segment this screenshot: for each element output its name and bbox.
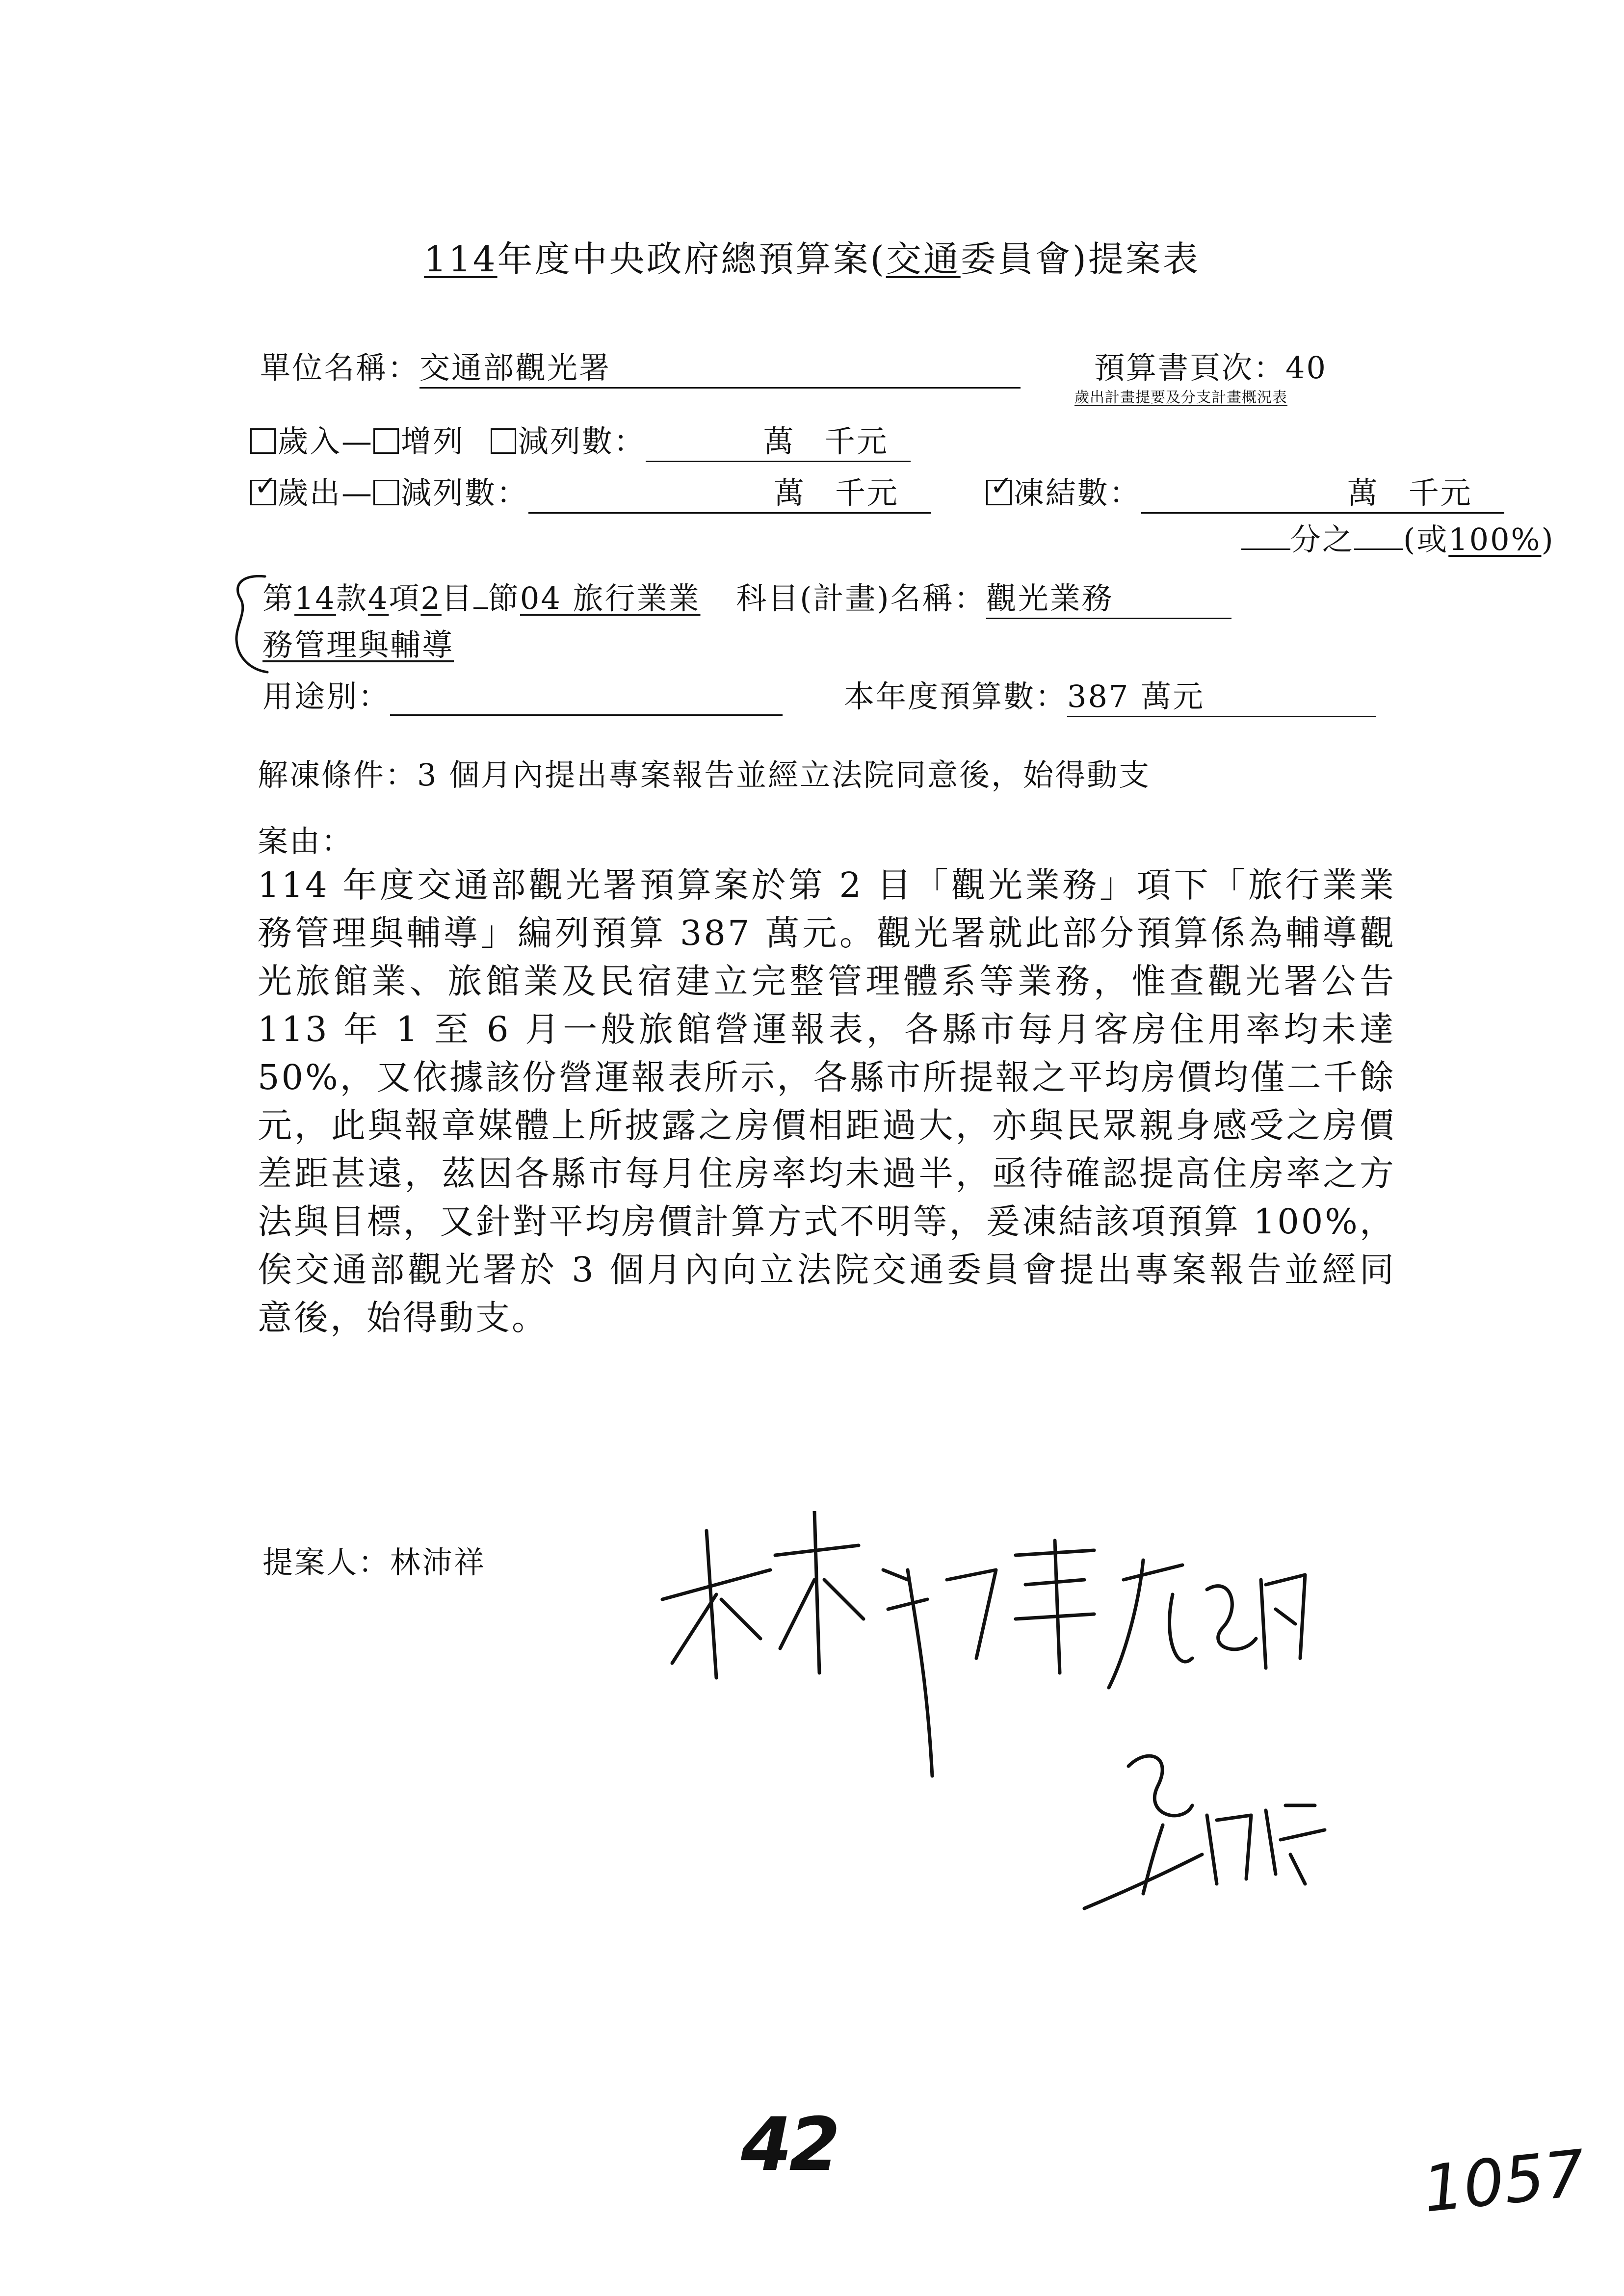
usage-label: 用途別： <box>262 678 391 714</box>
fraction-denominator-field[interactable] <box>1241 548 1290 550</box>
item-jie-value: 04 旅行業業 <box>520 580 701 616</box>
revenue-label: 歲入— <box>278 423 374 459</box>
item-xiang: 項 <box>389 580 421 616</box>
fraction-row <box>1241 515 1555 559</box>
unit-label: 單位名稱： <box>260 350 420 386</box>
item-row-cont <box>262 621 454 664</box>
expense-qian-yuan: 千元 <box>835 475 899 511</box>
signature-third <box>1084 1756 1325 1908</box>
item-jie-blank[interactable] <box>473 607 488 609</box>
budget-amount-label: 本年度預算數： <box>844 678 1068 714</box>
revenue-reduce-label: 減列數： <box>518 423 646 459</box>
revenue-wan: 萬 <box>763 423 795 459</box>
increase-checkbox[interactable] <box>373 428 399 454</box>
proposer-label: 提案人： <box>262 1544 391 1580</box>
usage-row <box>262 672 783 716</box>
expense-label: 歲出— <box>278 475 374 511</box>
fraction-fen-zhi: 分之 <box>1290 522 1355 557</box>
title-committee: 交通 <box>886 238 961 280</box>
item-row <box>262 574 1231 619</box>
item-mu-num: 2 <box>420 580 442 616</box>
fraction-percent: 100% <box>1448 522 1542 557</box>
budget-page-row <box>1094 343 1327 387</box>
signatures <box>653 1511 1388 2002</box>
subject-field[interactable] <box>986 574 1231 619</box>
fraction-or-close: ) <box>1541 522 1555 557</box>
reason-label: 案由： <box>258 823 354 859</box>
freeze-checkbox[interactable] <box>986 480 1012 505</box>
expense-reduce-label: 減列數： <box>401 475 529 511</box>
subject-label: 科目(計畫)名稱： <box>736 580 986 616</box>
budget-page-label: 預算書頁次： <box>1094 350 1286 386</box>
budget-amount-value: 387 萬元 <box>1067 678 1205 714</box>
item-mu: 目 <box>441 580 473 616</box>
revenue-checkbox[interactable] <box>250 428 276 454</box>
revenue-reduce-checkbox[interactable] <box>491 428 516 454</box>
fraction-numerator-field[interactable] <box>1354 548 1403 550</box>
budget-page-value: 40 <box>1285 350 1327 386</box>
unit-row <box>260 343 1021 389</box>
item-jie: 節 <box>488 580 520 616</box>
item-di: 第 <box>262 580 295 616</box>
unit-field[interactable] <box>419 343 1021 389</box>
subject-value: 觀光業務 <box>986 580 1114 616</box>
signature-second <box>1109 1560 1305 1688</box>
proposer-value: 林沛祥 <box>390 1544 486 1580</box>
page-title <box>0 231 1624 282</box>
title-year: 114 <box>424 238 498 280</box>
expense-amount-field[interactable] <box>528 469 931 514</box>
freeze-qian-yuan: 千元 <box>1408 475 1472 511</box>
budget-amount-field[interactable] <box>1067 672 1376 717</box>
revenue-amount-field[interactable] <box>646 417 911 462</box>
unfreeze-row <box>258 751 1151 794</box>
expense-checkbox[interactable] <box>250 480 276 505</box>
fraction-or-open: (或 <box>1403 522 1449 557</box>
expense-reduce-checkbox[interactable] <box>373 480 399 505</box>
revenue-qian-yuan: 千元 <box>824 423 889 459</box>
usage-field[interactable] <box>390 678 783 716</box>
item-kuan-num: 14 <box>294 580 336 616</box>
unfreeze-label: 解凍條件： <box>258 757 418 793</box>
freeze-wan: 萬 <box>1347 475 1379 511</box>
page-number: 42 <box>741 2102 838 2188</box>
expense-wan: 萬 <box>774 475 806 511</box>
stamp-number: 1057 <box>1419 2136 1589 2227</box>
proposer-row <box>262 1538 486 1582</box>
increase-label: 增列 <box>401 423 465 459</box>
budget-page-note: 歲出計畫提要及分支計畫概況表 <box>1074 389 1287 406</box>
item-xiang-num: 4 <box>367 580 389 616</box>
expense-row <box>250 469 1504 514</box>
reason-text: 114 年度交通部觀光署預算案於第 2 目「觀光業務」項下「旅行業業務管理與輔導」編列預算 387 萬元。觀光署就此部分預算係為輔導觀光旅館業、旅館業及民宿建立完整管理體系等業務，惟查觀光署公告 113 年 1 至 6 月一般旅館營運報表，各縣市每月客房住用率均未達 50%，又依據該份營運報表所示，各縣市所提報之平均房價均僅二千餘元，此與報章媒體上所披露之房價相距過大，亦與民眾親身感受之房價差距甚遠，茲因各縣市每月住房率均未過半，亟待確認提高住房率之方法與目標，又針對平均房價計算方式不明等，爰凍結該項預算 100%，俟交通部觀光署於 3 個月內向立法院交通委員會提出專案報告並經同意後，始得動支。 <box>258 865 1396 1338</box>
freeze-label: 凍結數： <box>1013 475 1141 511</box>
unit-value: 交通部觀光署 <box>419 350 611 386</box>
signature-first <box>662 1511 1094 1776</box>
budget-amount-row <box>844 672 1376 717</box>
title-committee-rest: 委員會)提案表 <box>960 238 1200 280</box>
revenue-row <box>250 417 911 462</box>
subject-cont: 務管理與輔導 <box>262 627 454 663</box>
unfreeze-value: 3 個月內提出專案報告並經立法院同意後，始得動支 <box>417 757 1151 793</box>
freeze-amount-field[interactable] <box>1141 469 1504 514</box>
title-prefix: 年度中央政府總預算案( <box>497 238 886 280</box>
item-kuan: 款 <box>336 580 368 616</box>
